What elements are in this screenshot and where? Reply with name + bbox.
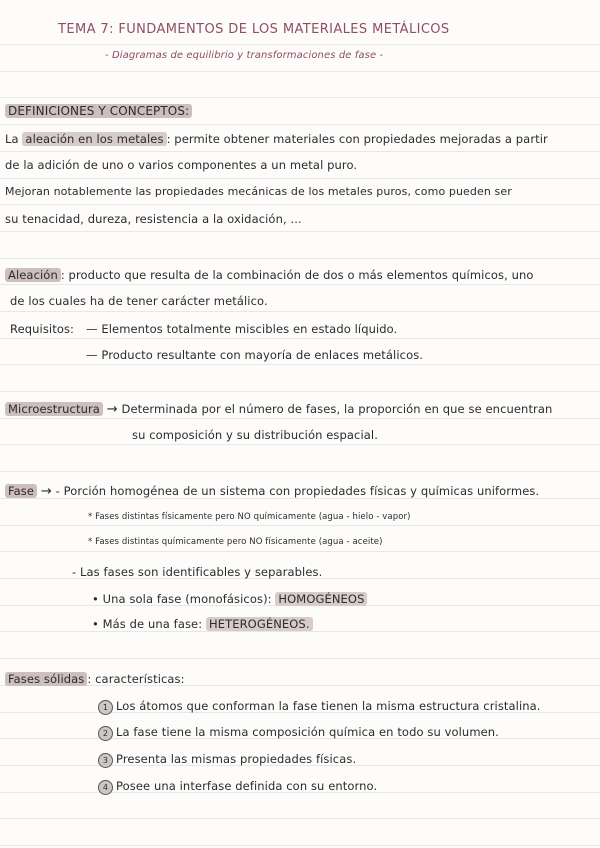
rule-line <box>0 631 600 632</box>
rule-line <box>0 418 600 419</box>
list-item: 1 Los átomos que conforman la fase tienen la misma estructura cristalina. <box>98 699 541 715</box>
rule-line <box>0 178 600 179</box>
rule-line <box>0 525 600 526</box>
definition-line-2: de la adición de uno o varios componentes a un metal puro. <box>5 158 358 172</box>
microestructura-line-2: su composición y su distribución espacial. <box>132 428 378 442</box>
requisito-2: — Producto resultante con mayoría de enlaces metálicos. <box>86 348 424 362</box>
rule-line <box>0 364 600 365</box>
rule-line <box>0 845 600 846</box>
list-item: 2 La fase tiene la misma composición química en todo su volumen. <box>98 725 499 741</box>
fase-note-2: * Fases distintas químicamente pero NO físicamente (agua - aceite) <box>88 537 383 547</box>
aleacion-definition-1: Aleación : producto que resulta de la combinación de dos o más elementos químicos, uno <box>5 268 534 282</box>
fase-bullet-heterogeneos: • Más de una fase: HETEROGÉNEOS. <box>92 617 313 631</box>
requisito-1: — Elementos totalmente miscibles en estado líquido. <box>86 322 398 336</box>
aleacion-definition-2: de los cuales ha de tener carácter metálico. <box>10 294 268 308</box>
rule-line <box>0 391 600 392</box>
fase-definition: Fase → - Porción homogénea de un sistema con propiedades físicas y químicas uniformes. <box>5 484 539 499</box>
microestructura-line-1: Microestructura → Determinada por el número de fases, la proporción en que se encuentran <box>5 402 552 417</box>
definition-line-3: Mejoran notablemente las propiedades mecánicas de los metales puros, como pueden ser <box>5 185 512 198</box>
rule-line <box>0 444 600 445</box>
rule-line <box>0 71 600 72</box>
rule-line <box>0 551 600 552</box>
rule-line <box>0 471 600 472</box>
rule-line <box>0 338 600 339</box>
rule-line <box>0 124 600 125</box>
fase-bullet-homogeneos: • Una sola fase (monofásicos): HOMOGÉNEOS <box>92 592 367 606</box>
requisitos-label: Requisitos: <box>10 322 75 336</box>
fase-note-1: * Fases distintas físicamente pero NO químicamente (agua - hielo - vapor) <box>88 512 411 522</box>
definition-line-4: su tenacidad, dureza, resistencia a la oxidación, ... <box>5 212 302 226</box>
rule-line <box>0 44 600 45</box>
rule-line <box>0 258 600 259</box>
rule-line <box>0 151 600 152</box>
rule-line <box>0 311 600 312</box>
rule-line <box>0 97 600 98</box>
fases-solidas-heading: Fases sólidas : características: <box>5 672 185 686</box>
fase-separables: - Las fases son identificables y separables. <box>72 565 323 579</box>
page-subtitle: - Diagramas de equilibrio y transformaciones de fase - <box>105 50 384 61</box>
rule-line <box>0 231 600 232</box>
definition-line-1: La aleación en los metales : permite obtener materiales con propiedades mejoradas a partir <box>5 132 548 146</box>
section-heading-definiciones: DEFINICIONES Y CONCEPTOS: <box>5 104 192 118</box>
rule-line <box>0 658 600 659</box>
list-item: 4 Posee una interfase definida con su entorno. <box>98 779 377 795</box>
rule-line <box>0 818 600 819</box>
rule-line <box>0 284 600 285</box>
rule-line <box>0 204 600 205</box>
list-item: 3 Presenta las mismas propiedades físicas. <box>98 752 356 768</box>
page-title: TEMA 7: FUNDAMENTOS DE LOS MATERIALES METÁLICOS <box>58 22 450 37</box>
